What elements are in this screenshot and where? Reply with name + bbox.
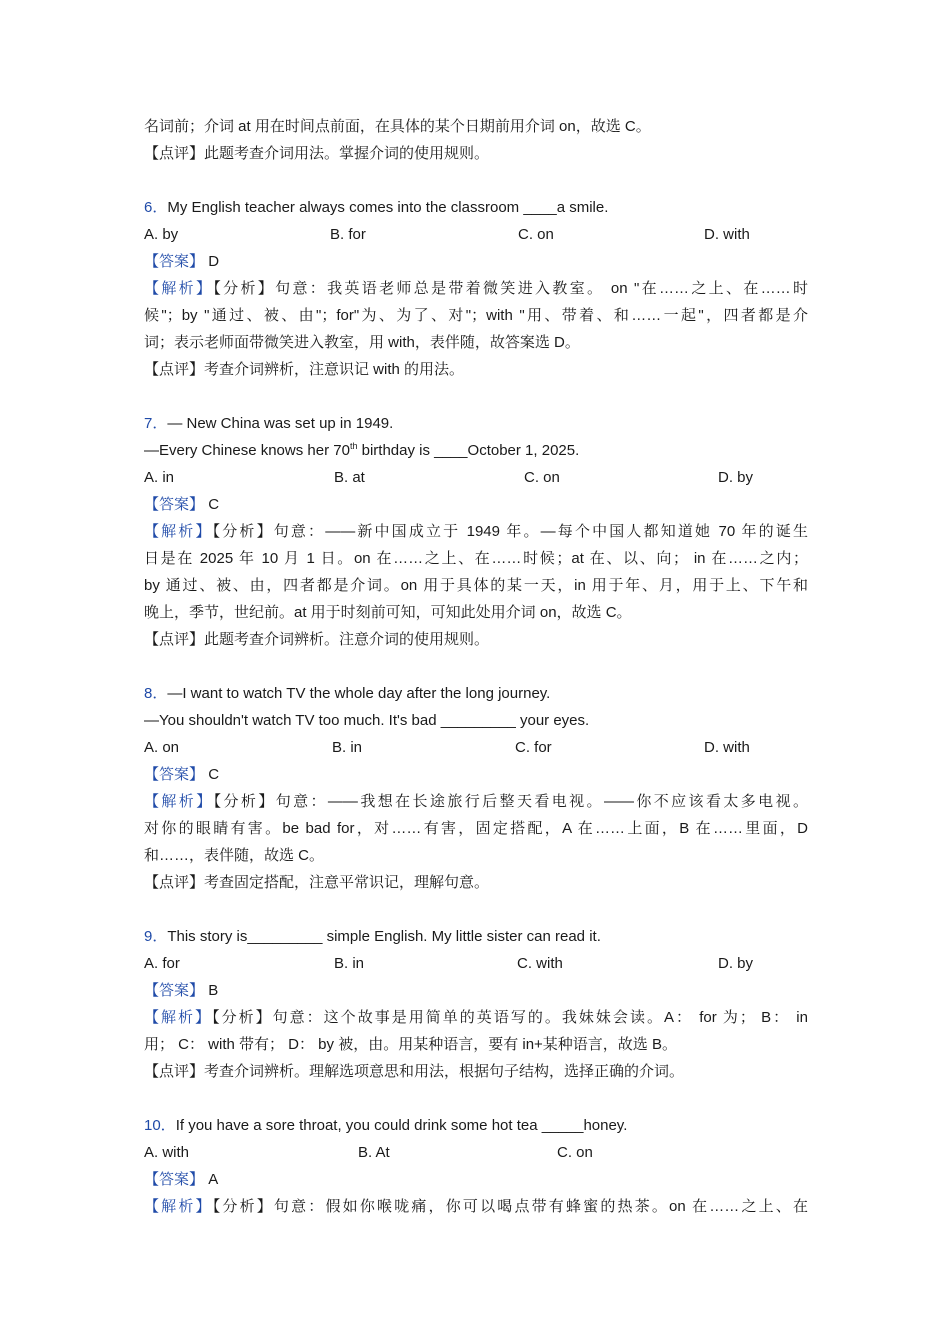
question-9-answer (144, 977, 808, 1004)
option-b: B. for (330, 226, 366, 243)
question-text: —Every Chinese knows her 70 (144, 442, 350, 459)
question-6-options (144, 221, 808, 248)
question-text: If you have a sore throat, you could drink some hot tea _____honey. (175, 1117, 628, 1134)
question-6-stem (144, 194, 808, 221)
option-b: B. in (334, 955, 365, 972)
option-d: D. with (704, 739, 750, 756)
question-text: My English teacher always comes into the classroom ____a smile. (167, 199, 609, 216)
question-7-analysis (144, 518, 808, 545)
answer-value: B (208, 982, 219, 999)
analysis-text: 【分析】句意：——我想在长途旅行后整天看电视。——你不应该看太多电视。 (213, 793, 808, 810)
question-7-stem (144, 410, 808, 437)
analysis-label: 【解析】 (144, 523, 213, 540)
question-text: This story is_________ simple English. My little sister can read it. (167, 928, 601, 945)
option-a: A. in (144, 469, 175, 486)
question-8-stem (144, 680, 808, 707)
answer-label: 【答案】 (144, 982, 205, 999)
question-10-analysis (144, 1193, 808, 1220)
answer-label: 【答案】 (144, 1171, 205, 1188)
option-c: C. with (517, 955, 563, 972)
analysis-label: 【解析】 (144, 1198, 213, 1215)
option-a: A. with (144, 1144, 190, 1161)
analysis-text: 对你的眼睛有害。be bad for，对……有害，固定搭配，A 在……上面，B 在……里面，D (144, 820, 808, 837)
analysis-text: 【分析】句意：——新中国成立于 1949 年。—每个中国人都知道她 70 年的诞生 (212, 523, 808, 540)
question-9-comment: 【点评】考查介词辨析。理解选项意思和用法，根据句子结构，选择正确的介词。 (144, 1063, 685, 1080)
question-10-answer (144, 1166, 808, 1193)
question-9-analysis (144, 1004, 808, 1031)
question-text: birthday is ____October 1, 2025. (357, 442, 580, 459)
question-9-options (144, 950, 808, 977)
option-a: A. by (144, 226, 179, 243)
question-6-comment: 【点评】考查介词辨析，注意识记 with 的用法。 (144, 361, 465, 378)
question-9-stem (144, 923, 808, 950)
question-7-answer (144, 491, 808, 518)
question-number: 10． (144, 1117, 176, 1134)
analysis-text: 用； C： with 带有； D： by 被，由。用某种语言，要有 in+某种语言，故选 B。 (144, 1036, 677, 1053)
analysis-label: 【解析】 (144, 280, 214, 297)
question-7-options (144, 464, 808, 491)
answer-value: A (208, 1171, 219, 1188)
analysis-text: 候"；by "通过、被、由"；for"为、为了、对"；with "用、带着、和……一起"，四者都是介 (144, 307, 808, 324)
option-c: C. for (515, 739, 552, 756)
question-10-stem (144, 1112, 808, 1139)
option-a: A. for (144, 955, 180, 972)
option-d: D. with (704, 226, 750, 243)
question-6-answer (144, 248, 808, 275)
analysis-text: by 通过、被、由，四者都是介词。on 用于具体的某一天，in 用于年、月，用于上、下午和 (144, 577, 808, 594)
option-c: C. on (524, 469, 560, 486)
superscript: th (349, 441, 358, 451)
option-c: C. on (518, 226, 554, 243)
answer-value: C (208, 496, 220, 513)
option-c: C. on (557, 1144, 593, 1161)
answer-label: 【答案】 (144, 496, 205, 513)
question-8-answer (144, 761, 808, 788)
analysis-text: 和……，表伴随，故选 C。 (144, 847, 325, 864)
question-6-analysis (144, 275, 808, 302)
question-number: 8． (144, 685, 168, 702)
answer-value: D (208, 253, 220, 270)
question-text: — New China was set up in 1949. (167, 415, 394, 432)
question-7-stem-2 (144, 437, 808, 464)
analysis-text: 【分析】句意：这个故事是用简单的英语写的。我妹妹会读。A： for 为； B： in (212, 1009, 808, 1026)
question-text: —I want to watch TV the whole day after the long journey. (167, 685, 551, 702)
option-d: D. by (718, 469, 754, 486)
question-number: 7． (144, 415, 168, 432)
option-b: B. At (358, 1144, 390, 1161)
question-8-options (144, 734, 808, 761)
intro-comment: 【点评】此题考查介词用法。掌握介词的使用规则。 (144, 145, 490, 162)
intro-text: 名词前；介词 at 用在时间点前面，在具体的某个日期前用介词 on，故选 C。 (144, 118, 651, 135)
answer-label: 【答案】 (144, 253, 205, 270)
analysis-text: 【分析】句意：假如你喉咙痛，你可以喝点带有蜂蜜的热茶。on 在……之上、在 (212, 1198, 808, 1215)
option-a: A. on (144, 739, 180, 756)
answer-label: 【答案】 (144, 766, 205, 783)
option-d: D. by (718, 955, 754, 972)
question-8-comment: 【点评】考查固定搭配，注意平常识记，理解句意。 (144, 874, 490, 891)
question-7-comment: 【点评】此题考查介词辨析。注意介词的使用规则。 (144, 631, 490, 648)
analysis-text: 词；表示老师面带微笑进入教室，用 with，表伴随，故答案选 D。 (144, 334, 580, 351)
option-b: B. at (334, 469, 365, 486)
analysis-label: 【解析】 (144, 793, 214, 810)
analysis-text: 【分析】句意：我英语老师总是带着微笑进入教室。 on "在……之上、在……时 (213, 280, 808, 297)
answer-value: C (208, 766, 220, 783)
question-10-options (144, 1139, 808, 1166)
analysis-text: 晚上，季节，世纪前。at 用于时刻前可知，可知此处用介词 on，故选 C。 (144, 604, 632, 621)
question-8-stem-2: —You shouldn't watch TV too much. It's bad _________ your eyes. (144, 712, 590, 729)
question-number: 9． (144, 928, 168, 945)
question-8-analysis (144, 788, 808, 815)
option-b: B. in (332, 739, 363, 756)
analysis-label: 【解析】 (144, 1009, 213, 1026)
analysis-text: 日是在 2025 年 10 月 1 日。on 在……之上、在……时候；at 在、以、向； in 在……之内； (144, 550, 808, 567)
question-number: 6． (144, 199, 168, 216)
document-page (144, 113, 808, 1220)
